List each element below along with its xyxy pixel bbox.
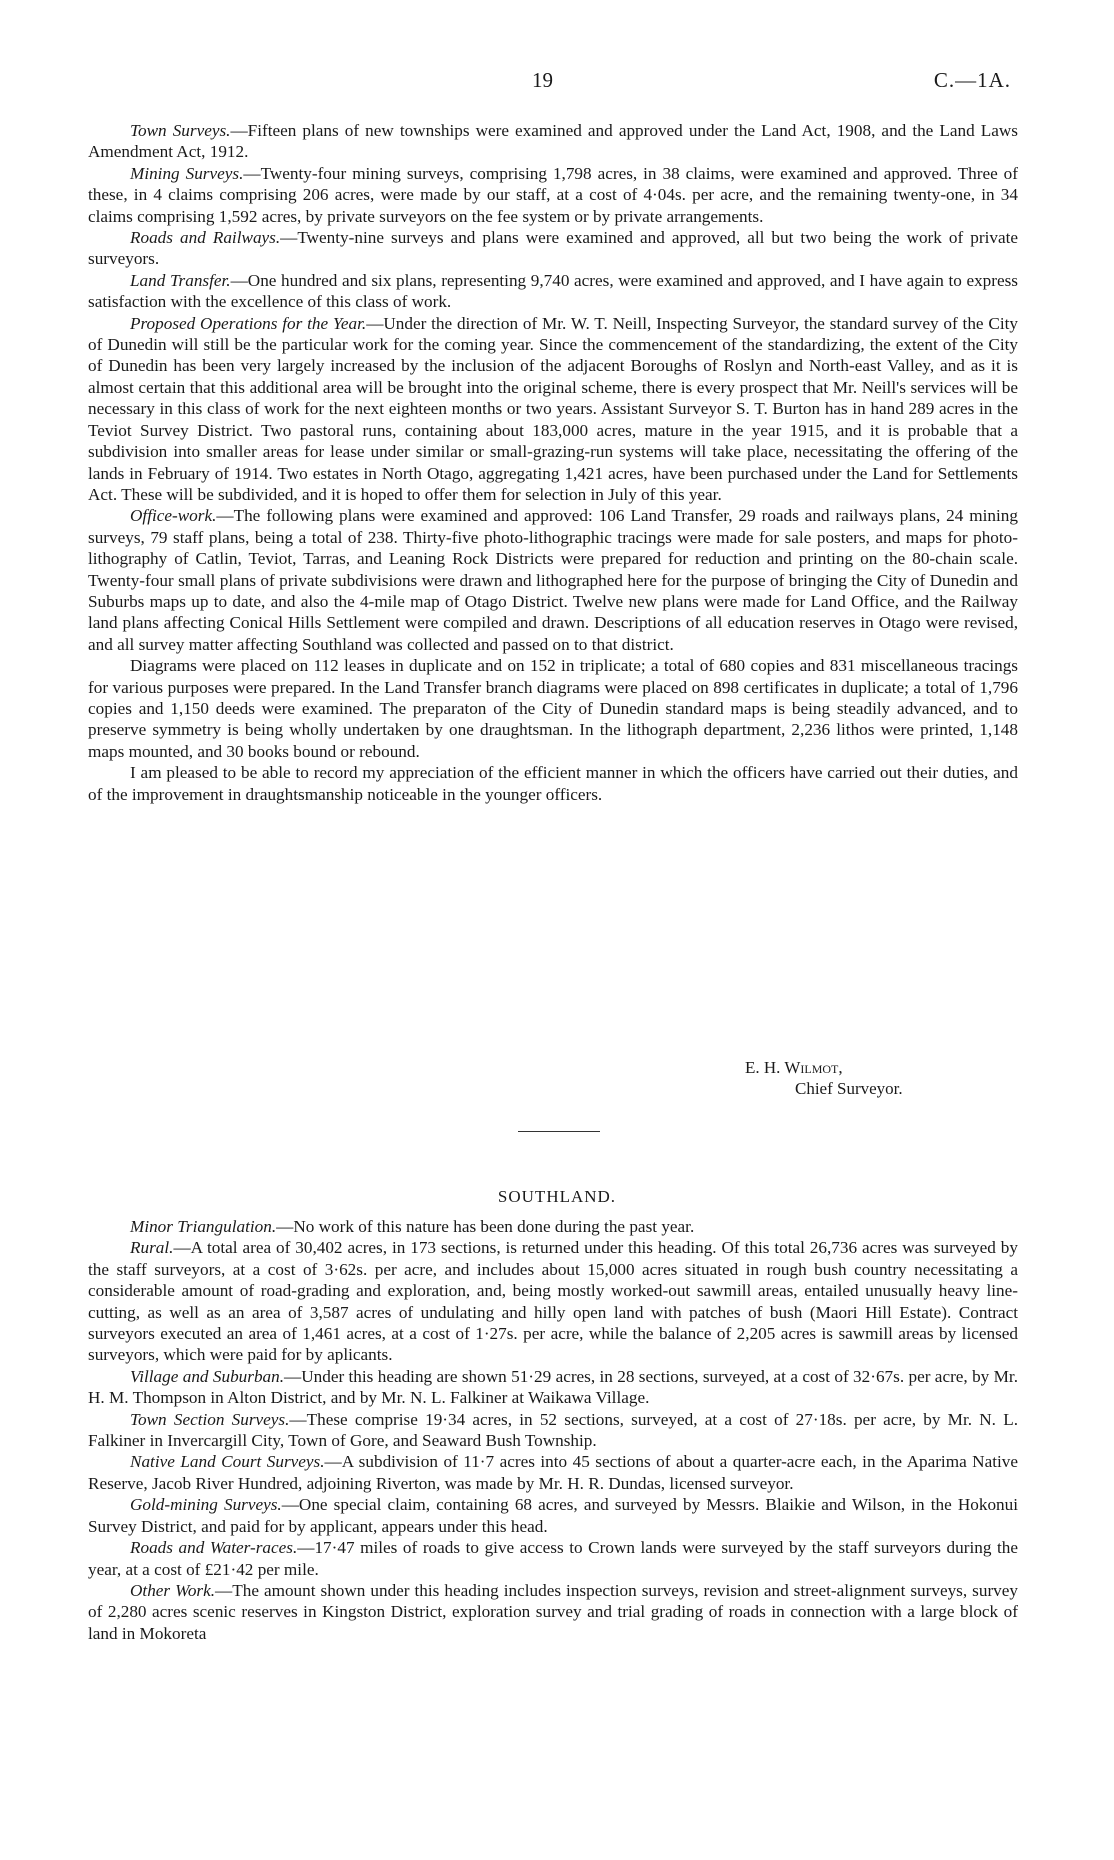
paragraph (88, 505, 1018, 655)
signatory-title: Chief Surveyor. (795, 1079, 903, 1098)
paragraph-heading: Other Work. (130, 1580, 216, 1600)
paragraph-text: —A total area of 30,402 acres, in 173 sections, is returned under this heading. Of this total 26,736 acres was surveyed by the staff surveyors, at a cost of 3·62s. per acre, and includes about 15,000 acres situated in rough bush country necessitating a considerable amount of road-grading and exploration, and, being mostly worked-out sawmill areas, entailed unusually heavy line-cutting, as well as an area of 3,587 acres of undulating and hilly open land with patches of bush (Maori Hill Estate). Contract surveyors executed an area of 1,461 acres, at a cost of 1·27s. per acre, while the balance of 2,205 acres is sawmill areas by licensed surveyors, which were paid for by aplicants. (88, 1238, 1018, 1365)
page-number: 19 (532, 68, 553, 92)
paragraph-text: —The following plans were examined and approved: 106 Land Transfer, 29 roads and railways plans, 24 mining surveys, 79 staff plans, being a total of 238. Thirty-five photo-lithographic tracings were made for sale posters, and maps for photo-lithography of Catlin, Teviot, Tarras, and Leaning Rock Districts were prepared for reduction and printing on the 80-chain scale. Twenty-four small plans of private subdivisions were drawn and lithographed here for the purpose of bringing the City of Dunedin and Suburbs maps up to date, and also the 4-mile map of Otago District. Twelve new plans were made for Land Office, and the Railway land plans affecting Conical Hills Settlement were compiled and drawn. Descriptions of all education reserves in Otago were revised, and all survey matter affecting Southland was collected and passed on to that district. (88, 506, 1018, 654)
paragraph (88, 120, 1018, 163)
paragraph (88, 762, 1018, 805)
paragraph (88, 655, 1018, 762)
section-heading: SOUTHLAND. (497, 1187, 617, 1206)
paragraph-text: —Under this heading are shown 51·29 acres, in 28 sections, surveyed, at a cost of 32·67s. per acre, by Mr. H. M. Thompson in Alton District, and by Mr. N. L. Falkiner at Waikawa Village. (88, 1366, 1018, 1408)
signature-block (745, 1057, 903, 1099)
paragraph-heading: Mining Surveys. (130, 163, 244, 183)
paragraph (88, 1237, 1018, 1365)
page-header (0, 68, 1114, 98)
paragraph (88, 227, 1018, 270)
paragraph-heading: Native Land Court Surveys. (130, 1452, 325, 1472)
paragraph-text: —These comprise 19·34 acres, in 52 sections, surveyed, at a cost of 27·18s. per acre, by Mr. N. L. Falkiner in Invercargill City, Town of Gore, and Seaward Bush Township. (88, 1409, 1018, 1451)
paragraph-heading: Rural. (130, 1238, 174, 1258)
paragraph (88, 270, 1018, 313)
paragraph-heading: Village and Suburban. (130, 1366, 285, 1386)
paragraph (88, 1451, 1018, 1494)
paragraph-text: —Twenty-four mining surveys, comprising 1,798 acres, in 38 claims, were examined and approved. Three of these, in 4 claims comprising 206 acres, were made by our staff, at a cost of 4·04s. per acre, and the remaining twenty-one, in 34 claims comprising 1,592 acres, by private surveyors on the fee system or by private arrangements. (88, 163, 1018, 226)
paragraph-heading: Land Transfer. (130, 270, 231, 290)
paragraph-text: —The amount shown under this heading includes inspection surveys, revision and street-alignment surveys, survey of 2,280 acres scenic reserves in Kingston District, exploration survey and trial grading of roads in connection with a large block of land in Mokoreta (88, 1580, 1018, 1643)
paragraph-text: —17·47 miles of roads to give access to Crown lands were surveyed by the staff surveyors during the year, at a cost of £21·42 per mile. (88, 1538, 1018, 1579)
paragraph (88, 1580, 1018, 1644)
paragraph (88, 1494, 1018, 1537)
section-divider (518, 1131, 600, 1132)
paragraph-text: —Twenty-nine surveys and plans were examined and approved, all but two being the work of private surveyors. (88, 228, 1018, 269)
paragraph (88, 313, 1018, 506)
paragraph-text: —One hundred and six plans, representing 9,740 acres, were examined and approved, and I have again to express satisfaction with the excellence of this class of work. (88, 270, 1019, 312)
paragraph-text: —Fifteen plans of new townships were examined and approved under the Land Act, 1908, and the Land Laws Amendment Act, 1912. (88, 121, 1018, 162)
paragraph-text: —A subdivision of 11·7 acres into 45 sections of about a quarter-acre each, in the Aparima Native Reserve, Jacob River Hundred, adjoining Riverton, was made by Mr. H. R. Dundas, licensed surveyor. (88, 1452, 1018, 1493)
paragraph-heading: Minor Triangulation. (130, 1217, 277, 1236)
paragraph (88, 1537, 1018, 1580)
paragraph-text: Diagrams were placed on 112 leases in duplicate and on 152 in triplicate; a total of 680 copies and 831 miscellaneous tracings for various purposes were prepared. In the Land Transfer branch diagrams were placed on 898 certificates in duplicate; a total of 1,796 copies and 1,150 deeds were examined. The preparaton of the City of Dunedin standard maps is being steadily advanced, and to preserve symmetry is being wholly undertaken by one draughtsman. In the lithograph department, 2,236 lithos were printed, 1,148 maps mounted, and 30 books bound or rebound. (88, 656, 1018, 761)
paragraph-heading: Roads and Water-races. (130, 1538, 298, 1558)
paragraph (88, 1366, 1018, 1409)
paragraph-text: I am pleased to be able to record my appreciation of the efficient manner in which the officers have carried out their duties, and of the improvement in draughtsmanship noticeable in the younger officers. (88, 763, 1018, 804)
document-code: C.—1A. (933, 68, 1011, 92)
paragraph-text: —Under the direction of Mr. W. T. Neill, Inspecting Surveyor, the standard survey of the City of Dunedin will still be the particular work for the coming year. Since the commencement of the standardizing, the extent of the City of Dunedin has been very largely increased by the inclusion of the adjacent Boroughs of Roslyn and North-east Valley, and as it is almost certain that this additional area will be brought into the original scheme, there is every prospect that Mr. Neill's services will be necessary in this class of work for the next eighteen months or two years. Assistant Surveyor S. T. Burton has in hand 289 acres in the Teviot Survey District. Two pastoral runs, containing about 183,000 acres, mature in the year 1915, and it is probable that a subdivision into smaller areas for lease under similar or small-grazing-run systems will take place, necessitating the offering of the lands in February of 1914. Two estates in North Otago, aggregating 1,421 acres, have been purchased under the Land for Settlements Act. These will be subdivided, and it is hoped to offer them for selection in July of this year. (88, 313, 1018, 504)
paragraph-heading: Gold-mining Surveys. (130, 1495, 282, 1515)
otago-report-body (88, 120, 1018, 805)
paragraph (88, 163, 1018, 227)
paragraph-text: —No work of this nature has been done during the past year. (276, 1217, 695, 1236)
paragraph-text: —One special claim, containing 68 acres, and surveyed by Messrs. Blaikie and Wilson, in the Hokonui Survey District, and paid for by applicant, appears under this head. (88, 1495, 1019, 1536)
signatory-name: E. H. Wilmot, (745, 1058, 843, 1077)
southland-report-body (88, 1216, 1018, 1644)
paragraph-heading: Town Section Surveys. (130, 1409, 290, 1429)
paragraph-heading: Roads and Railways. (130, 228, 281, 248)
paragraph (88, 1409, 1018, 1452)
paragraph-heading: Office-work. (130, 506, 217, 526)
paragraph (88, 1216, 1018, 1237)
paragraph-heading: Town Surveys. (130, 121, 231, 140)
paragraph-heading: Proposed Operations for the Year. (130, 313, 367, 333)
